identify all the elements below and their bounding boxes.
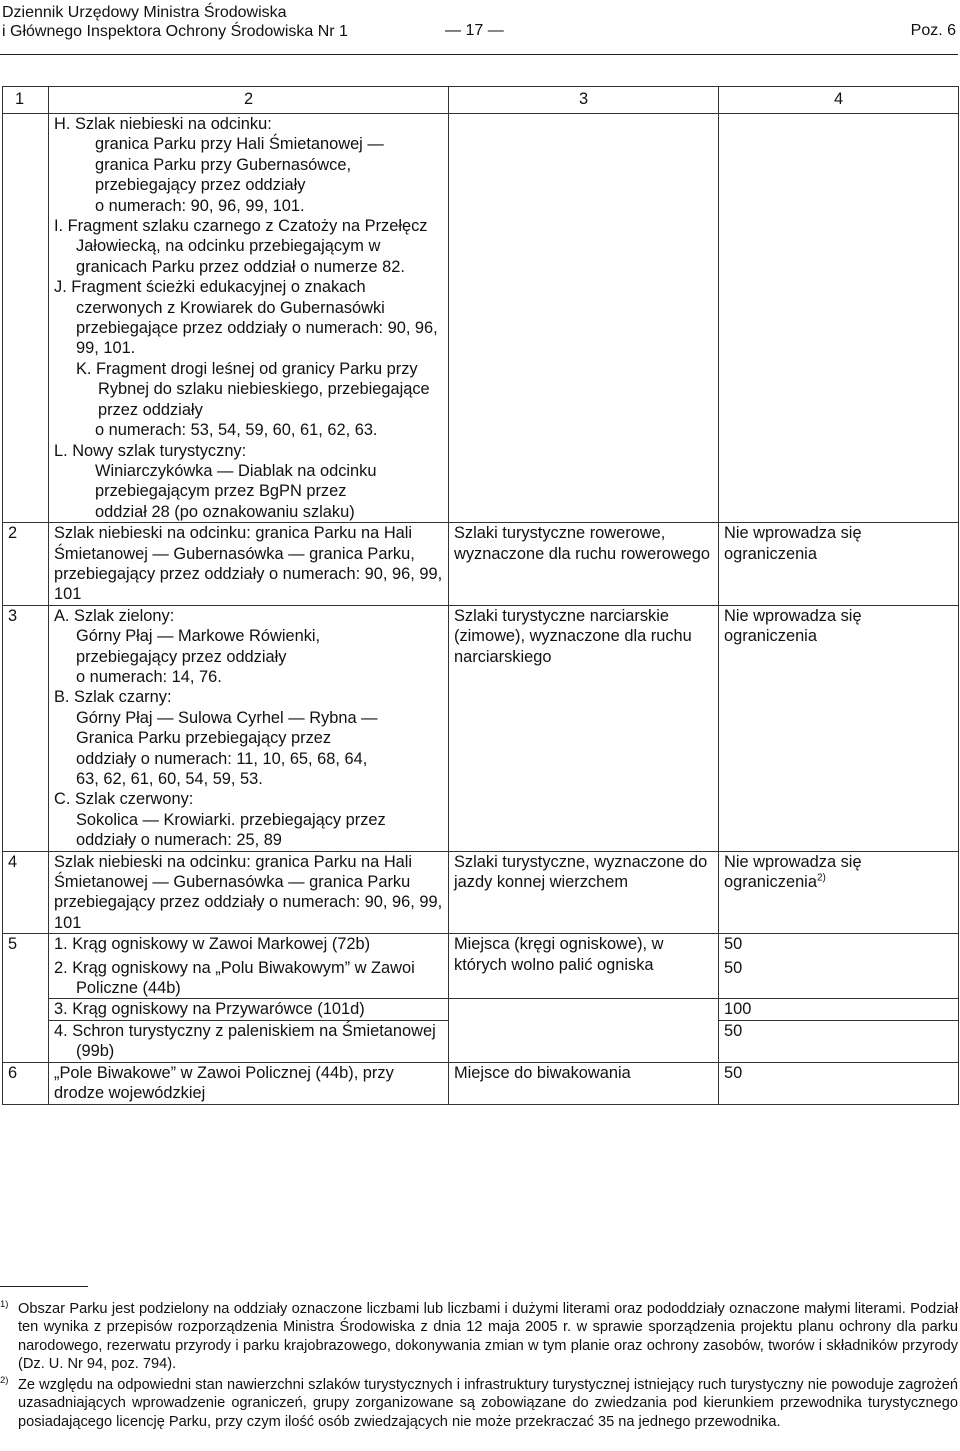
row5-value2: 50 bbox=[719, 958, 959, 999]
row5-type: Miejsca (kręgi ogniskowe), w których wolno palić ogniska bbox=[449, 934, 719, 999]
footnote-text: Ze względu na odpowiedni stan nawierzchni szlaków turystycznych i infrastruktury turystycznej istniejący ruch turystyczny nie powoduje zagrożeń uzasadniających wprowadzenie ograniczeń, grupy zorganizowane są zobowiązane do zwiedzania pod kierunkiem przewodnika turystycznego posiadającego licencję Parku, przy czym ilość osób zwiedzających nie może przekraczać 35 na jednego przewodnika. bbox=[18, 1377, 958, 1430]
journal-title-line2: i Głównego Inspektora Ochrony Środowiska Nr 1 bbox=[2, 23, 348, 40]
row4-limit: Nie wprowadza się ograniczenia$^{2)}$ bbox=[719, 851, 959, 934]
list-item: J. Fragment ścieżki edukacyjnej o znakach czerwonych z Krowiarek do Gubernasówki przebiegające przez oddziały o numerach: 90, 96, 99, 101. bbox=[54, 278, 438, 358]
list-item: H. Szlak niebieski na odcinku: granica Parku przy Hali Śmietanowej — granica Parku przy Gubernasówce, przebiegający przez oddziały o numerach: 90, 96, 99, 101. bbox=[54, 115, 384, 215]
row-number: 3 bbox=[3, 605, 49, 851]
row-number: 4 bbox=[3, 851, 49, 934]
trails-table bbox=[2, 86, 959, 1105]
row-number: 2 bbox=[3, 523, 49, 606]
row3-limit: Nie wprowadza się ograniczenia bbox=[719, 605, 959, 851]
list-item: C. Szlak czerwony: Sokolica — Krowiarki. przebiegający przez oddziały o numerach: 25, 89 bbox=[54, 790, 386, 850]
footnote-2 bbox=[0, 1376, 958, 1431]
list-item: I. Fragment szlaku czarnego z Czatoży na Przełęcz Jałowiecką, na odcinku przebiegającym w granicach Parku przez oddział o numerze 82. bbox=[54, 217, 428, 276]
page-number: — 17 — bbox=[445, 22, 504, 39]
row5-item2: 2. Krąg ogniskowy na „Polu Biwakowym” w Zawoi Policzne (44b) bbox=[49, 958, 449, 999]
row5-item3: 3. Krąg ogniskowy na Przywarówce (101d) bbox=[49, 999, 449, 1020]
row3-description bbox=[49, 605, 449, 851]
footnote-ref: 2) bbox=[816, 872, 826, 884]
row6-description: „Pole Biwakowe” w Zawoi Policznej (44b), przy drodze wojewódzkiej bbox=[49, 1062, 449, 1104]
footnote-mark: 1) bbox=[0, 1299, 9, 1310]
row5-value1: 50 bbox=[719, 934, 959, 958]
col-header-1: 1 bbox=[3, 87, 49, 114]
list-item: A. Szlak zielony: Górny Płaj — Markowe Rówienki, przebiegający przez oddziały o numerach: 14, 76. bbox=[54, 606, 321, 686]
table-row bbox=[3, 999, 959, 1020]
footnote-mark: 2) bbox=[0, 1375, 9, 1386]
list-item: L. Nowy szlak turystyczny: Winiarczykówka — Diablak na odcinku przebiegającym przez BgPN przez oddział 28 (po oznakowaniu szlaku) bbox=[54, 441, 377, 521]
position-number: Poz. 6 bbox=[910, 22, 956, 39]
table-row bbox=[3, 114, 959, 523]
footnote-divider bbox=[0, 1286, 88, 1287]
row4-description: Szlak niebieski na odcinku: granica Parku na Hali Śmietanowej — Gubernasówka — granica Parku przebiegający przez oddziały o numerach: 90, 96, 99, 101 bbox=[49, 851, 449, 934]
table-row bbox=[3, 851, 959, 934]
table-row bbox=[3, 1062, 959, 1104]
journal-title-line1: Dziennik Urzędowy Ministra Środowiska bbox=[2, 4, 287, 21]
row5-item4: 4. Schron turystyczny z paleniskiem na Śmietanowej (99b) bbox=[49, 1020, 449, 1062]
table-row bbox=[3, 523, 959, 606]
col-header-4: 4 bbox=[719, 87, 959, 114]
footnote-1 bbox=[0, 1300, 958, 1373]
footnote-text: Obszar Parku jest podzielony na oddziały oznaczone liczbami lub liczbami i dużymi literami oraz pododdziały oznaczone małymi literami. Podział ten wynika z przepisów rozporządzenia Ministra Środowiska z dnia 12 maja 2005 r. w sprawie sporządzenia projektu planu ochrony dla parku narodowego, rezerwatu przyrody i parku krajobrazowego, dokonywania zmian w tym planie oraz ochrony zasobów, tworów i składników przyrody (Dz. U. Nr 94, poz. 794). bbox=[18, 1301, 958, 1372]
row5-value3: 100 bbox=[719, 999, 959, 1020]
list-item: K. Fragment drogi leśnej od granicy Parku przy Rybnej do szlaku niebieskiego, przebiegające przez oddziały o numerach: 53, 54, 59, 60, 61, 62, 63. bbox=[76, 359, 430, 440]
row-number: 6 bbox=[3, 1062, 49, 1104]
table-header-row bbox=[3, 87, 959, 114]
row3-type: Szlaki turystyczne narciarskie (zimowe), wyznaczone dla ruchu narciarskiego bbox=[449, 605, 719, 851]
row6-value: 50 bbox=[719, 1062, 959, 1104]
row2-type: Szlaki turystyczne rowerowe, wyznaczone dla ruchu rowerowego bbox=[449, 523, 719, 606]
row2-limit: Nie wprowadza się ograniczenia bbox=[719, 523, 959, 606]
row5-value4: 50 bbox=[719, 1020, 959, 1062]
row-number: 5 bbox=[3, 934, 49, 1062]
header-divider bbox=[0, 54, 958, 55]
table-row bbox=[3, 934, 959, 958]
col-header-3: 3 bbox=[449, 87, 719, 114]
journal-title bbox=[2, 3, 348, 41]
row6-type: Miejsce do biwakowania bbox=[449, 1062, 719, 1104]
list-item: B. Szlak czarny: Górny Płaj — Sulowa Cyrhel — Rybna — Granica Parku przebiegający przez oddziały o numerach: 11, 10, 65, 68, 64, 63, 62, 61, 60, 54, 59, 53. bbox=[54, 688, 378, 788]
col-header-2: 2 bbox=[49, 87, 449, 114]
row1-description bbox=[49, 114, 449, 523]
table-row bbox=[3, 605, 959, 851]
row5-item1: 1. Krąg ogniskowy w Zawoi Markowej (72b) bbox=[49, 934, 449, 958]
row2-description: Szlak niebieski na odcinku: granica Parku na Hali Śmietanowej — Gubernasówka — granica Parku, przebiegający przez oddziały o numerach: 90, 96, 99, 101 bbox=[49, 523, 449, 606]
row4-type: Szlaki turystyczne, wyznaczone do jazdy konnej wierzchem bbox=[449, 851, 719, 934]
